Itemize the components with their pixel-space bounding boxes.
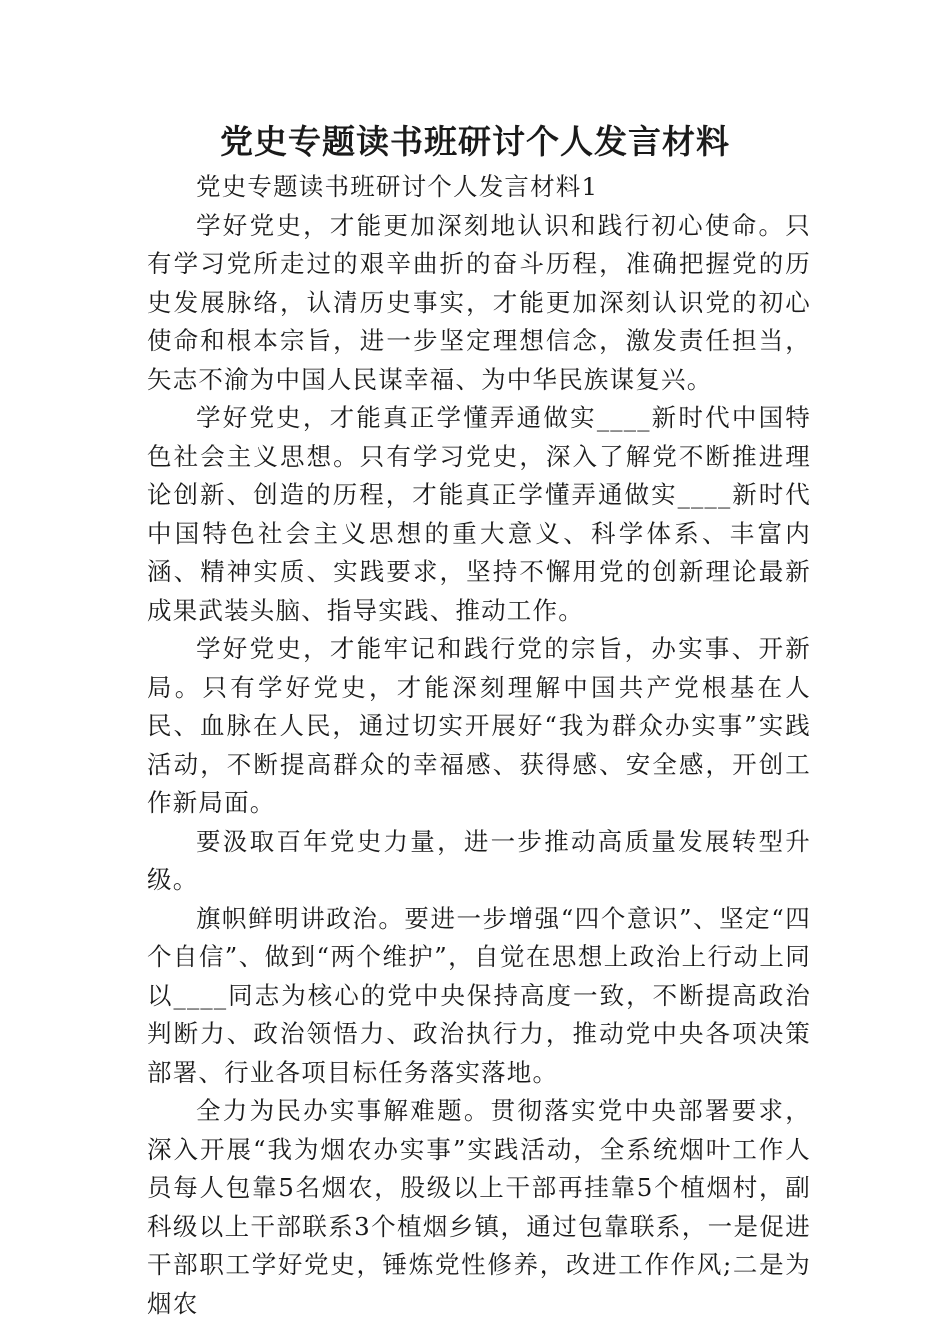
section-heading: 党史专题读书班研讨个人发言材料1 [196,172,599,201]
body-paragraph: 学好党史，才能更加深刻地认识和践行初心使命。只有学习党所走过的艰辛曲折的奋斗历程，准确把握党的历史发展脉络，认清历史事实，才能更加深刻认识党的初心使命和根本宗旨，进一步坚定理想信念，激发责任担当，矢志不渝为中国人民谋幸福、为中华民族谋复兴。 [147,210,811,394]
document-body [147,168,811,1323]
body-paragraph: 旗帜鲜明讲政治。要进一步增强“四个意识”、坚定“四个自信”、做到“两个维护”，自觉在思想上政治上行动上同以____同志为核心的党中央保持高度一致，不断提高政治判断力、政治领悟力、政治执行力，推动党中央各项决策部署、行业各项目标任务落实落地。 [147,903,811,1087]
body-paragraph: 要汲取百年党史力量，进一步推动高质量发展转型升级。 [147,826,811,894]
body-paragraph: 全力为民办实事解难题。贯彻落实党中央部署要求，深入开展“我为烟农办实事”实践活动，全系统烟叶工作人员每人包靠5名烟农，股级以上干部再挂靠5个植烟村，副科级以上干部联系3个植烟乡镇，通过包靠联系，一是促进干部职工学好党史，锤炼党性修养，改进工作作风;二是为烟农 [147,1096,811,1318]
body-paragraph: 学好党史，才能真正学懂弄通做实____新时代中国特色社会主义思想。只有学习党史，深入了解党不断推进理论创新、创造的历程，才能真正学懂弄通做实____新时代中国特色社会主义思想的重大意义、科学体系、丰富内涵、精神实质、实践要求，坚持不懈用党的创新理论最新成果武装头脑、指导实践、推动工作。 [147,403,811,625]
body-paragraph: 学好党史，才能牢记和践行党的宗旨，办实事、开新局。只有学好党史，才能深刻理解中国共产党根基在人民、血脉在人民，通过切实开展好“我为群众办实事”实践活动，不断提高群众的幸福感、获得感、安全感，开创工作新局面。 [147,634,811,817]
document-title: 党史专题读书班研讨个人发言材料 [220,122,730,161]
